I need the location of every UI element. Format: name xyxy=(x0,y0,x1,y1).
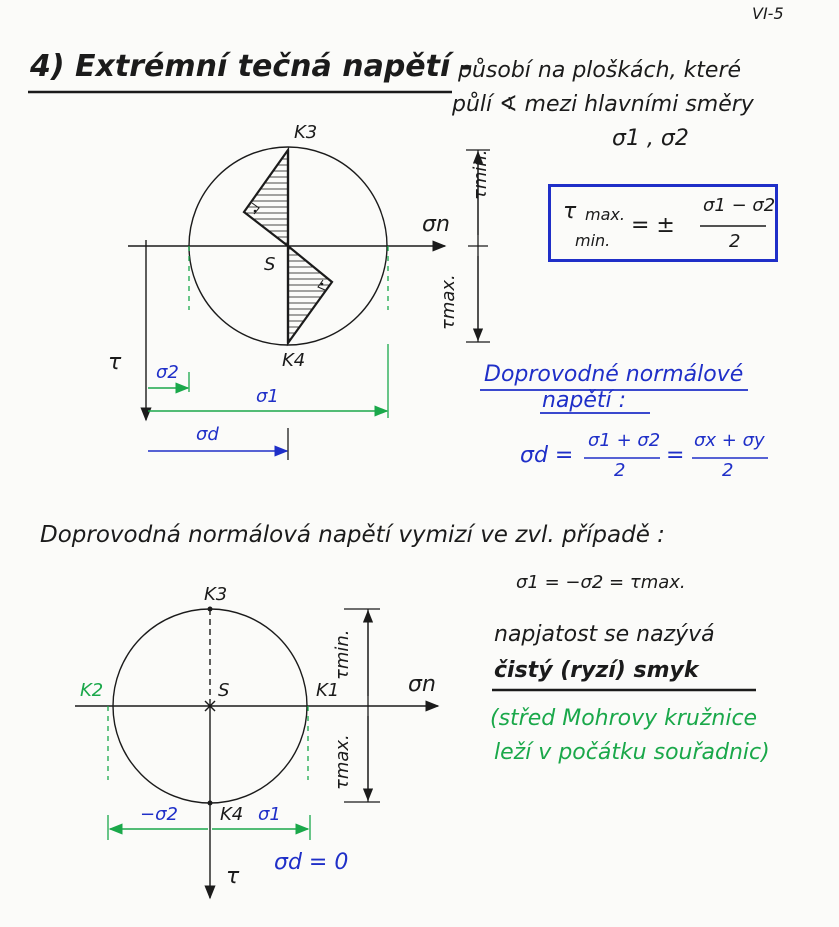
fig2-label-k2: K2 xyxy=(80,680,104,701)
vanish-sentence: Doprovodná normálová napětí vymizí ve zvl. případě : xyxy=(40,522,665,548)
fig2-label-sigma1: σ1 xyxy=(258,804,281,825)
tau-extreme-formula-box xyxy=(548,184,778,262)
formula-numerator: σ1 − σ2 xyxy=(703,195,776,216)
accomp-den1: 2 xyxy=(614,460,626,481)
intro-line-1: působí na ploškách, které xyxy=(458,58,742,83)
note-line-1: (střed Mohrovy kružnice xyxy=(490,706,758,731)
accomp-title-2: napětí : xyxy=(542,388,627,413)
accomp-num1: σ1 + σ2 xyxy=(588,430,661,451)
fig2-label-tau: τ xyxy=(226,864,240,889)
special-equation: σ1 = −σ2 = τmax. xyxy=(516,572,686,593)
fig1-label-sigma-d: σd xyxy=(196,424,219,445)
fig1-label-s: S xyxy=(264,254,276,275)
fig1-label-tau-max: τmax. xyxy=(438,274,459,330)
fig1-label-sigma2: σ2 xyxy=(156,362,179,383)
fig1-label-sigma1: σ1 xyxy=(256,386,279,407)
pure-shear-text: čistý (ryzí) smyk xyxy=(494,658,699,683)
fig2-label-minus-sigma2: −σ2 xyxy=(140,804,178,825)
accomp-eq: = xyxy=(666,443,685,468)
formula-max: max. xyxy=(585,205,625,224)
fig1-upper-triangle xyxy=(244,150,288,246)
formula-min: min. xyxy=(575,231,611,250)
fig2-label-k3: K3 xyxy=(204,584,228,605)
intro-line-2: půlí ∢ mezi hlavními směry xyxy=(452,92,754,117)
formula-tau: τ xyxy=(563,199,577,224)
accomp-title-1: Doprovodné normálové xyxy=(484,362,744,387)
page-number: VI-5 xyxy=(752,4,784,23)
fig2-label-sigma-n: σn xyxy=(408,672,436,697)
accomp-num2: σx + σy xyxy=(694,430,765,451)
fig2-label-s: S xyxy=(218,680,230,701)
fig2-label-k4: K4 xyxy=(220,804,244,825)
fig1-lower-triangle xyxy=(288,246,332,343)
fig1-label-tau-min: τmin. xyxy=(470,149,491,200)
section-title: 4) Extrémní tečná napětí - xyxy=(30,49,474,84)
stress-named-text: napjatost se nazývá xyxy=(494,622,715,647)
fig1-label-k4: K4 xyxy=(282,350,306,371)
fig2-label-k1: K1 xyxy=(316,680,340,701)
note-line-2: leží v počátku souřadnic) xyxy=(494,740,770,765)
formula-denominator: 2 xyxy=(729,231,741,252)
fig2-label-tau-max: τmax. xyxy=(332,734,353,790)
accomp-lhs: σd = xyxy=(520,443,574,468)
accomp-den2: 2 xyxy=(722,460,734,481)
intro-line-3: σ1 , σ2 xyxy=(612,126,689,151)
fig2-label-tau-min: τmin. xyxy=(332,629,353,680)
fig1-label-sigma-n: σn xyxy=(422,212,450,237)
formula-equals-pm: = ± xyxy=(631,213,675,238)
fig1-label-tau: τ xyxy=(108,350,122,375)
fig2-label-sigma-d-zero: σd = 0 xyxy=(274,850,349,875)
fig1-label-k3: K3 xyxy=(294,122,318,143)
